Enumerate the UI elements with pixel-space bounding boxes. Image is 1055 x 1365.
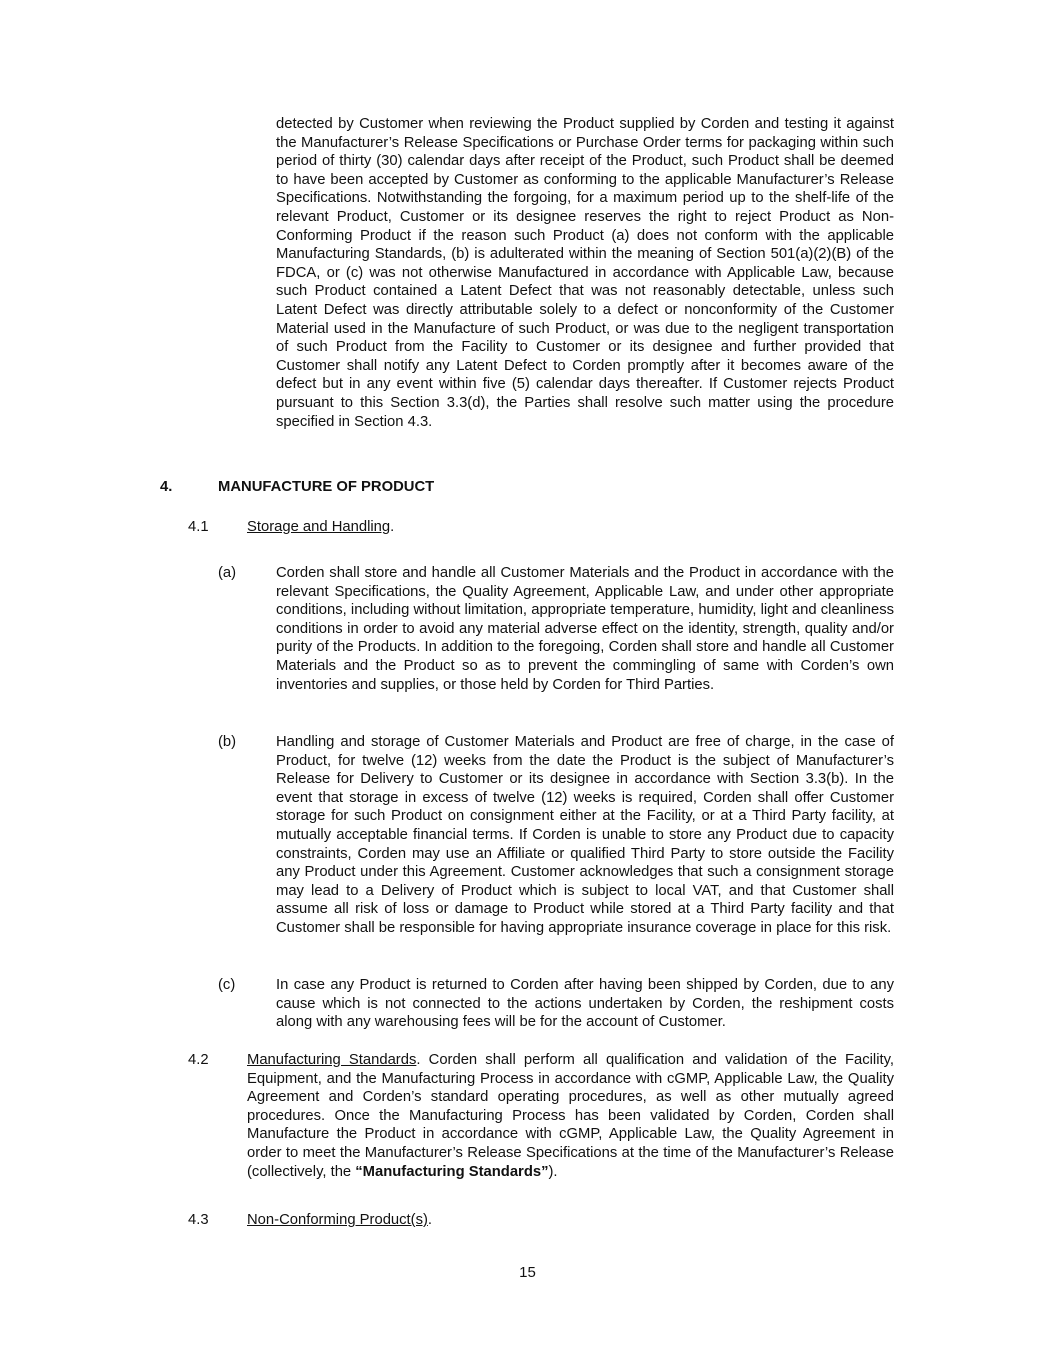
item-text-c: In case any Product is returned to Corden after having been shipped by Corden, due to any cause which is not connected to the actions undertaken by Corden, the reshipment costs along with any warehousing fees will be for the account of Customer. bbox=[276, 977, 894, 1031]
subsection-heading-4-3 bbox=[247, 1211, 432, 1230]
subsection-number-4-2: 4.2 bbox=[188, 1052, 209, 1068]
subsection-title-4-2: Manufacturing Standards bbox=[247, 1052, 417, 1068]
section-number: 4. bbox=[160, 479, 173, 495]
subsection-title-4-3: Non-Conforming Product(s) bbox=[247, 1212, 428, 1228]
title-period: . bbox=[427, 1212, 433, 1228]
item-label-b: (b) bbox=[218, 734, 237, 750]
title-period: . bbox=[390, 519, 395, 535]
item-label-a: (a) bbox=[218, 565, 237, 581]
item-label-c: (c) bbox=[218, 977, 236, 993]
section-heading: MANUFACTURE OF PRODUCT bbox=[218, 479, 435, 495]
page-number: 15 bbox=[519, 1264, 536, 1281]
closing-paren: ). bbox=[548, 1163, 558, 1180]
defined-term: “Manufacturing Standards” bbox=[355, 1163, 549, 1180]
continued-paragraph: detected by Customer when reviewing the Product supplied by Corden and testing it against the Manufacturer’s Release Specifications or Purchase Order terms for packaging within such period of thirty (30) calendar days after receipt of the Product, such Product shall be deemed to have been accepted by Customer as conforming to the applicable Manufacturer’s Release Specifications. Notwithstanding the forgoing, for a maximum period up to the shelf-life of the relevant Product, Customer or its designee reserves the right to reject Product as Non-Conforming Product if the reason such Product (a) does not conform with the applicable Manufacturing Standards, (b) is adulterated within the meaning of Section 501(a)(2)(B) of the FDCA, or (c) was not otherwise Manufactured in accordance with Applicable Law, because such Product contained a Latent Defect that was not reasonably detectable, unless such Latent Defect was directly attributable solely to a defect or nonconformity of the Customer Material used in the Manufacture of such Product, or was due to the negligent transportation of such Product from the Facility to Customer or its designee and further provided that Customer shall notify any Latent Defect to Corden promptly after it becomes aware of the defect but in any event within five (5) calendar days thereafter. If Customer rejects Product pursuant to this Section 3.3(d), the Parties shall resolve such matter using the procedure specified in Section 4.3. bbox=[276, 116, 894, 430]
item-text-b: Handling and storage of Customer Materials and Product are free of charge, in the case of Product, for twelve (12) weeks from the date the Product is the subject of Manufacturer’s Release for Delivery to Customer or its designee in accordance with Section 3.3(b). In the event that storage in excess of twelve (12) weeks is required, Corden shall offer Customer storage for such Product on consignment either at the Facility, or at a Third Party facility, at mutually acceptable financial terms. If Corden is unable to store any Product due to capacity constraints, Corden may use an Affiliate or qualified Third Party to store outside the Facility any Product under this Agreement. Customer acknowledges that such a consignment storage may lead to a Delivery of Product which is subject to local VAT, and that Customer shall assume all risk of loss or damage to Product while stored at a Third Party facility and that Customer shall be responsible for having appropriate insurance coverage in place for this risk. bbox=[276, 734, 894, 936]
subsection-heading-4-1 bbox=[247, 518, 394, 537]
subsection-number-4-1: 4.1 bbox=[188, 519, 209, 535]
subsection-body-4-2 bbox=[247, 1051, 894, 1181]
subsection-text-4-2: . Corden shall perform all qualification and validation of the Facility, Equipment, and the Manufacturing Process in accordance with cGMP, Applicable Law, the Quality Agreement and Corden’s standard operating procedures, as well as other mutually agreed procedures. Once the Manufacturing Process has been validated by Corden, Corden shall Manufacture the Product in accordance with cGMP, Applicable Law, the Quality Agreement in order to meet the Manufacturer’s Release Specifications at the time of the Manufacturer’s Release (collectively, the bbox=[247, 1052, 894, 1180]
subsection-title-4-1: Storage and Handling bbox=[247, 519, 391, 535]
item-text-a: Corden shall store and handle all Customer Materials and the Product in accordance with the relevant Specifications, the Quality Agreement, Applicable Law, and under other appropriate conditions, including without limitation, appropriate temperature, humidity, light and cleanliness conditions in order to avoid any material adverse effect on the identity, strength, quality and/or purity of the Products. In addition to the foregoing, Corden shall store and handle all Customer Materials and the Product so as to prevent the commingling of same with Corden’s own inventories and supplies, or those held by Corden for Third Parties. bbox=[276, 565, 894, 693]
subsection-number-4-3: 4.3 bbox=[188, 1212, 209, 1228]
